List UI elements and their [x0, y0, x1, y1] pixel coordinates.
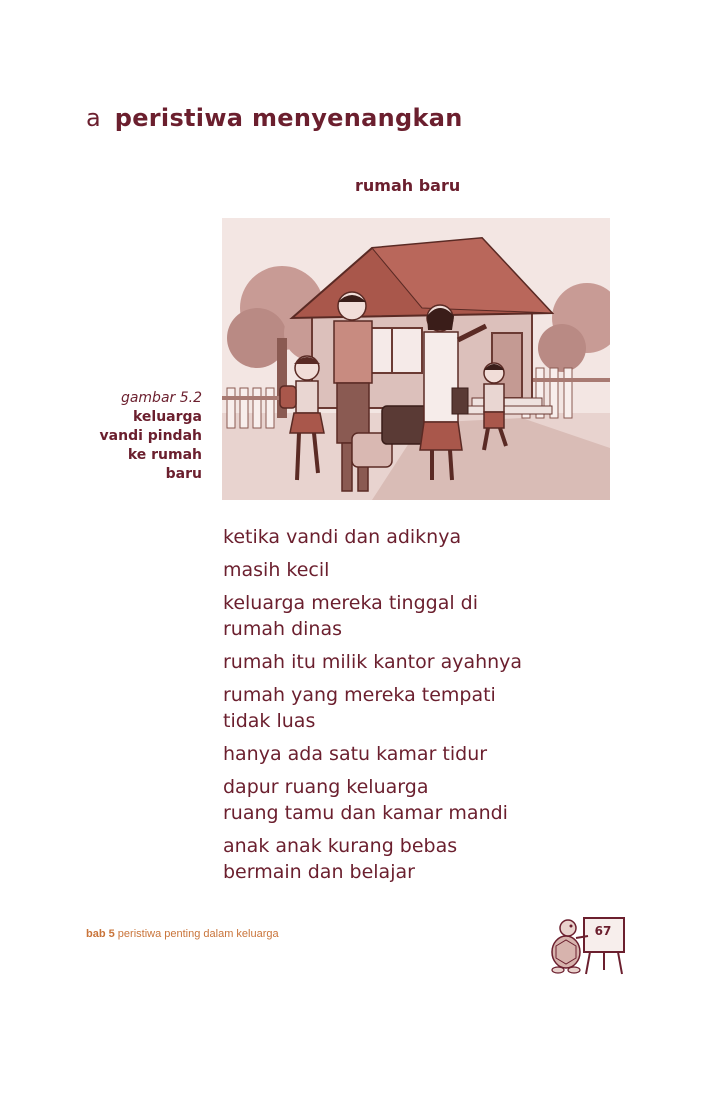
subsection-title: rumah baru [355, 176, 461, 195]
paragraph-line: masih kecil [223, 559, 330, 581]
paragraph [223, 833, 583, 885]
paragraph [223, 741, 583, 767]
paragraph [223, 774, 583, 826]
paragraph-line: bermain dan belajar [223, 861, 415, 883]
figure-caption-line: vandi pindah [99, 428, 202, 444]
paragraph [223, 590, 583, 642]
paragraph-line: rumah itu milik kantor ayahnya [223, 651, 523, 673]
figure-caption-line: baru [165, 466, 202, 482]
figure-number: gambar 5.2 [120, 390, 202, 406]
section-title: peristiwa menyenangkan [114, 104, 463, 132]
paragraph-line: ketika vandi dan adiknya [223, 526, 462, 548]
paragraph-line: keluarga mereka tinggal di [223, 592, 479, 614]
paragraph-line: ruang tamu dan kamar mandi [223, 802, 508, 824]
section-letter: a [86, 104, 101, 132]
paragraph-line: dapur ruang keluarga [223, 776, 429, 798]
paragraph [223, 524, 583, 550]
paragraph-line: tidak luas [223, 710, 316, 732]
paragraph-line: rumah yang mereka tempati [223, 684, 496, 706]
paragraph-line: hanya ada satu kamar tidur [223, 743, 488, 765]
section-heading [86, 104, 463, 132]
paragraph [223, 649, 583, 675]
paragraph [223, 557, 583, 583]
figure-caption-line: ke rumah [127, 447, 202, 463]
paragraph [223, 682, 583, 734]
figure-caption-line: keluarga [132, 409, 202, 425]
chapter-number: bab 5 [86, 928, 115, 940]
figure-caption [86, 389, 202, 484]
page-number: 67 [594, 924, 612, 938]
paragraph-line: anak anak kurang bebas [223, 835, 458, 857]
body-text [223, 524, 583, 892]
chapter-title: peristiwa penting dalam keluarga [117, 928, 279, 940]
page-footer [86, 928, 279, 940]
family-moving-house-illustration [222, 218, 610, 500]
paragraph-line: rumah dinas [223, 618, 343, 640]
